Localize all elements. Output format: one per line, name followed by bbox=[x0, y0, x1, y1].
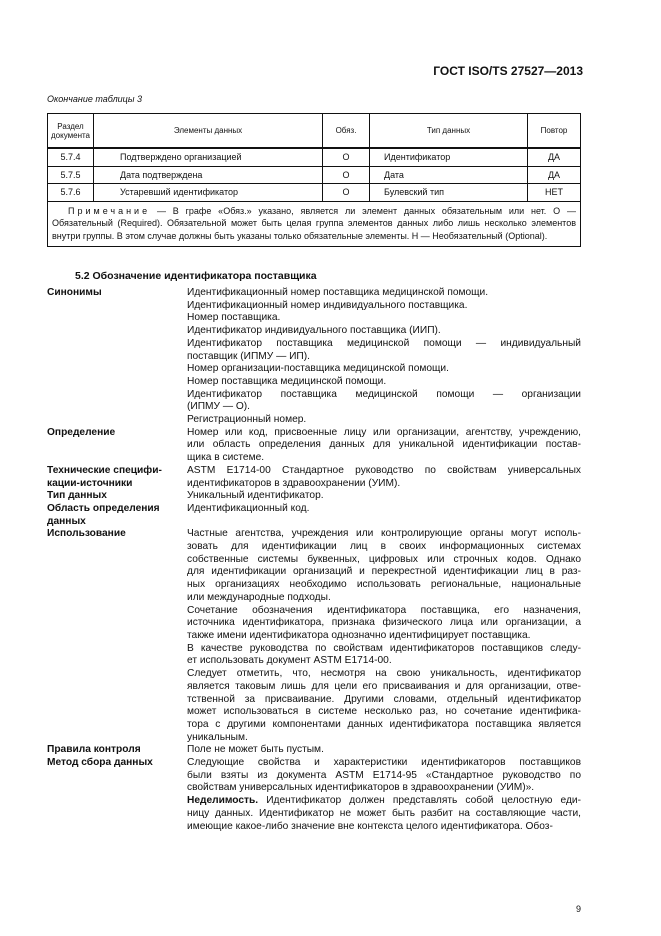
text-line: для идентификации организаций и перекрестной идентификации лиц в раз- bbox=[187, 566, 581, 578]
definition-value bbox=[187, 287, 581, 427]
table-cell: ДА bbox=[528, 148, 581, 166]
text-line: Поле не может быть пустым. bbox=[187, 744, 324, 756]
definition-label: Правила контроля bbox=[47, 744, 141, 756]
text-line: (ИПМУ — О). bbox=[187, 401, 250, 413]
table-row bbox=[48, 166, 581, 184]
text-line: ницу данных. Идентификатор не может быть разбит на составляющие части, bbox=[187, 807, 581, 819]
definition-value bbox=[187, 744, 581, 757]
definition-row bbox=[47, 427, 581, 465]
col-header-section: Раздел документа bbox=[48, 114, 94, 149]
text-line: Регистрационный номер. bbox=[187, 414, 307, 426]
note-text: — В графе «Обяз.» указано, является ли элемент данных обязательным или нет. О — Обязательный (Required). Обязательной может быть целая группа элементов данных либо лишь несколько элементов внутри группы. В этом случае должны быть указаны только обязательные элементы. Н — Необязательный (Optional). bbox=[52, 205, 576, 241]
text-line: идентификаторов в здравоохранении (УИМ). bbox=[187, 477, 401, 489]
table-cell: ДА bbox=[528, 166, 581, 184]
section-title: 5.2 Обозначение идентификатора поставщика bbox=[75, 270, 317, 282]
document-header: ГОСТ ISO/TS 27527—2013 bbox=[433, 64, 583, 78]
definition-value bbox=[187, 490, 581, 503]
text-line: может использоваться в системе несколько раз, но сочетание идентифика- bbox=[187, 706, 581, 718]
col-header-required: Обяз. bbox=[323, 114, 370, 149]
text-line: Частные агентства, учреждения или контролирующие органы могут исполь- bbox=[187, 528, 581, 540]
text-line: является таковым лишь для цели его присваивания и для организации, отве- bbox=[187, 680, 581, 692]
text-line: Следует отметить, что, несмотря на свою уникальность, идентификатор bbox=[187, 668, 581, 680]
text-line: тора с другими компонентами данных идентификатора поставщика является bbox=[187, 718, 581, 730]
col-header-repeat: Повтор bbox=[528, 114, 581, 149]
table-cell: 5.7.6 bbox=[48, 184, 94, 202]
text-line: Идентификационный код. bbox=[187, 502, 310, 514]
text-line: Следующие свойства и характеристики идентификаторов поставщиков bbox=[187, 757, 581, 769]
definition-label: Синонимы bbox=[47, 287, 102, 298]
col-header-type: Тип данных bbox=[370, 114, 528, 149]
definition-row bbox=[47, 465, 581, 490]
definition-label: Метод сбора данных bbox=[47, 757, 153, 769]
table-cell: Дата bbox=[370, 166, 528, 184]
table-cell: О bbox=[323, 184, 370, 202]
line-text: Идентификатор должен представлять собой целостную еди- bbox=[266, 795, 581, 807]
text-line: Номер организации-поставщика медицинской помощи. bbox=[187, 363, 449, 375]
text-line: Номер или код, присвоенные лицу или организации, агентству, учреждению, bbox=[187, 426, 581, 438]
definition-row bbox=[47, 757, 581, 833]
text-line: собственные системы буквенных, цифровых или строчных кодов. Однако bbox=[187, 553, 581, 565]
text-line: или область определения данных для уникальной идентификации постав- bbox=[187, 439, 581, 451]
text-line: ет использовать документ ASTM E1714-00. bbox=[187, 655, 392, 667]
definition-value bbox=[187, 465, 581, 490]
definition-label: Технические специфи- кации-источники bbox=[47, 464, 162, 489]
table-cell: 5.7.4 bbox=[48, 148, 94, 166]
text-line: также имени идентификатора однозначно идентифицирует поставщика. bbox=[187, 629, 531, 641]
definition-row bbox=[47, 490, 581, 503]
text-line: уникальным. bbox=[187, 731, 248, 743]
text-line: имеющие какое-либо значение вне контекста целого идентификатора. Обоз- bbox=[187, 820, 553, 832]
definition-row bbox=[47, 287, 581, 427]
table-cell: Булевский тип bbox=[370, 184, 528, 202]
table-row bbox=[48, 184, 581, 202]
table-cell: Устаревший идентификатор bbox=[94, 184, 323, 202]
table-cell: 5.7.5 bbox=[48, 166, 94, 184]
definition-label: Использование bbox=[47, 528, 126, 540]
table-cell: Подтверждено организацией bbox=[94, 148, 323, 166]
definition-value bbox=[187, 427, 581, 465]
text-line: Номер поставщика. bbox=[187, 312, 281, 324]
table-cell: О bbox=[323, 166, 370, 184]
table-note-row bbox=[48, 201, 581, 247]
text-line: В качестве руководства по свойствам идентификаторов поставщиков следу- bbox=[187, 642, 581, 654]
text-line: Сочетание обозначения идентификатора поставщика, его назначения, bbox=[187, 604, 581, 616]
text-line: Уникальный идентификатор. bbox=[187, 490, 324, 502]
table-cell: Идентификатор bbox=[370, 148, 528, 166]
table-cell: Дата подтверждена bbox=[94, 166, 323, 184]
text-line: или международные подходы. bbox=[187, 591, 331, 603]
definition-row bbox=[47, 744, 581, 757]
data-elements-table bbox=[47, 113, 581, 247]
text-line: были взяты из документа ASTM E1714-95 «Стандартное руководство по bbox=[187, 769, 581, 781]
text-line: Идентификационный номер индивидуального поставщика. bbox=[187, 299, 468, 311]
text-line: свойствам универсальных идентификаторов в здравоохранении (УИМ)». bbox=[187, 782, 535, 794]
text-line: источника идентификатора, признака физического лица или организации, а bbox=[187, 617, 581, 629]
text-line: ных организациях необходимо использовать региональные, национальные bbox=[187, 579, 581, 591]
definition-label: Тип данных bbox=[47, 490, 107, 502]
text-line: Номер поставщика медицинской помощи. bbox=[187, 375, 387, 387]
text-line: Идентификатор поставщика медицинской помощи — организации bbox=[187, 388, 581, 400]
page-number: 9 bbox=[576, 904, 582, 914]
definition-value bbox=[187, 528, 581, 744]
definition-row bbox=[47, 528, 581, 744]
text-line: тственной за присваивание. Другими словами, отдельный идентификатор bbox=[187, 693, 581, 705]
table-note bbox=[48, 201, 581, 247]
text-line: Идентификационный номер поставщика медицинской помощи. bbox=[187, 287, 489, 298]
text-line: Идентификатор индивидуального поставщика (ИИП). bbox=[187, 325, 441, 337]
bold-lead: Неделимость. bbox=[187, 795, 259, 807]
col-header-elements: Элементы данных bbox=[94, 114, 323, 149]
table-caption: Окончание таблицы 3 bbox=[47, 94, 142, 104]
text-line: поставщик (ИПМУ — ИП). bbox=[187, 350, 310, 362]
definition-value bbox=[187, 503, 581, 528]
table-cell: НЕТ bbox=[528, 184, 581, 202]
text-line: Идентификатор поставщика медицинской помощи — индивидуальный bbox=[187, 337, 581, 349]
table-cell: О bbox=[323, 148, 370, 166]
text-line: зовать для идентификации лиц в своих информационных системах bbox=[187, 541, 581, 553]
table-row bbox=[48, 148, 581, 166]
text-line: ASTM E1714-00 Стандартное руководство по свойствам универсальных bbox=[187, 464, 581, 476]
definition-label: Определение bbox=[47, 426, 116, 438]
definition-row bbox=[47, 503, 581, 528]
definition-label: Область определения данных bbox=[47, 502, 160, 527]
note-label: Примечание bbox=[68, 205, 151, 216]
text-line: щика в системе. bbox=[187, 452, 265, 464]
text-line bbox=[187, 795, 581, 808]
definition-value bbox=[187, 757, 581, 833]
definitions-list bbox=[47, 287, 581, 833]
